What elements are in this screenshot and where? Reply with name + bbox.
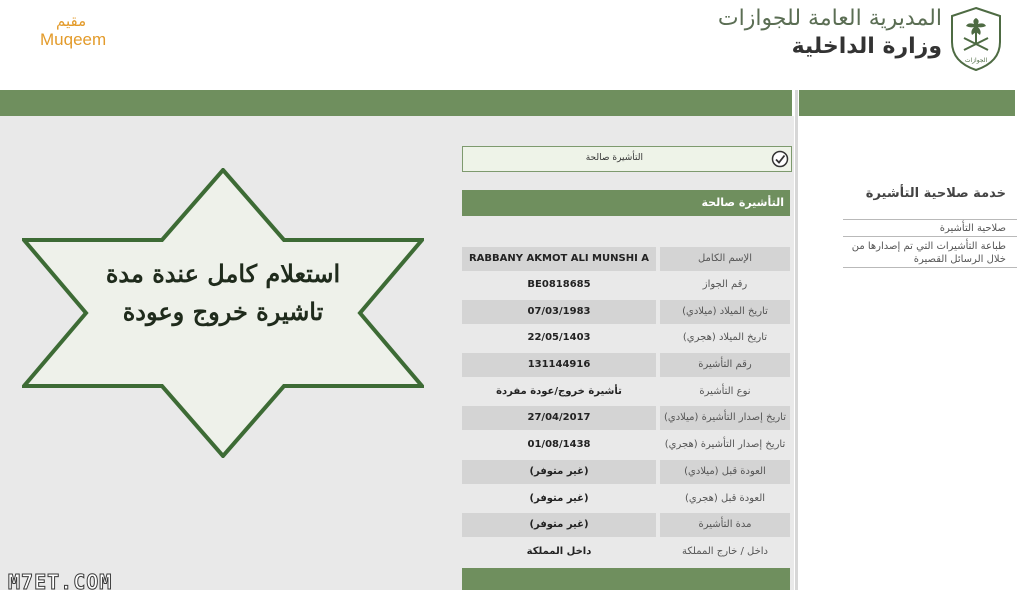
- sidebar-item-print-sms-visas[interactable]: طباعة التأشيرات التي تم إصدارها من خلال الرسائل القصيرة: [851, 241, 1006, 265]
- page-header: [0, 0, 1024, 90]
- row-label: الإسم الكامل: [660, 247, 790, 271]
- row-value: (غير متوفر): [462, 460, 656, 484]
- row-value: 01/08/1438: [527, 439, 591, 450]
- row-label: داخل / خارج المملكة: [682, 546, 768, 557]
- table-row: [462, 487, 790, 511]
- saudi-emblem-icon: [948, 6, 1004, 72]
- validity-status-text: التأشيرة صالحة: [585, 153, 643, 163]
- table-row: [462, 353, 790, 377]
- banner-line-2: تاشيرة خروج وعودة: [122, 297, 324, 326]
- section-header: [462, 190, 790, 216]
- banner-line-1: استعلام كامل عندة مدة: [105, 259, 341, 288]
- row-label: رقم التأشيرة: [660, 353, 790, 377]
- row-value: RABBANY AKMOT ALI MUNSHI A: [462, 247, 656, 271]
- row-value: (غير متوفر): [529, 493, 589, 504]
- row-value: 27/04/2017: [462, 406, 656, 430]
- row-value: BE0818685: [527, 279, 591, 290]
- row-label: نوع التأشيرة: [699, 386, 751, 397]
- row-label: مدة التأشيرة: [660, 513, 790, 537]
- table-row: [462, 326, 790, 350]
- table-row: [462, 406, 790, 430]
- table-row: [462, 513, 790, 537]
- org-name: المديرية العامة للجوازات: [717, 6, 942, 31]
- row-label: رقم الجواز: [702, 279, 748, 290]
- section-title: التأشيرة صالحة: [701, 196, 784, 209]
- table-row: [462, 460, 790, 484]
- sidebar-title: خدمة صلاحية التأشيرة: [865, 186, 1006, 201]
- row-value: داخل المملكة: [526, 546, 592, 557]
- site-watermark: M7ET.COM: [8, 570, 113, 594]
- ministry-name: وزارة الداخلية: [791, 34, 942, 59]
- row-value: (غير متوفر): [462, 513, 656, 537]
- sidebar-divider: [843, 236, 1017, 237]
- row-value: تأشيرة خروج/عودة مفردة: [496, 386, 622, 397]
- table-row: [462, 433, 790, 457]
- banner-text: [22, 255, 424, 331]
- row-label: تاريخ الميلاد (ميلادي): [660, 300, 790, 324]
- top-green-bar: [0, 90, 792, 116]
- row-label: تاريخ إصدار التأشيرة (ميلادي): [660, 406, 790, 430]
- table-row: [462, 540, 790, 564]
- row-label: تاريخ إصدار التأشيرة (هجري): [664, 439, 786, 450]
- table-row: [462, 380, 790, 404]
- muqeem-logo-ar: مقيم: [56, 12, 87, 30]
- table-row: [462, 300, 790, 324]
- column-divider: [795, 90, 798, 590]
- row-label: العودة قبل (ميلادي): [660, 460, 790, 484]
- muqeem-logo-en: Muqeem: [40, 30, 107, 49]
- row-value: 22/05/1403: [527, 332, 591, 343]
- row-value: 07/03/1983: [462, 300, 656, 324]
- table-row: [462, 247, 790, 271]
- sidebar-green-bar: [799, 90, 1015, 116]
- row-label: تاريخ الميلاد (هجري): [682, 332, 768, 343]
- sidebar-divider: [843, 219, 1017, 220]
- check-circle-icon: [771, 150, 789, 168]
- validity-status-box: [462, 146, 792, 172]
- row-label: العودة قبل (هجري): [684, 493, 766, 504]
- row-value: 131144916: [462, 353, 656, 377]
- table-row: [462, 273, 790, 297]
- table-footer-bar: [462, 568, 790, 590]
- sidebar-divider: [843, 267, 1017, 268]
- muqeem-logo[interactable]: [40, 12, 106, 50]
- emblem-caption: الجوازات: [964, 57, 988, 64]
- sidebar-item-visa-validity[interactable]: صلاحية التأشيرة: [939, 223, 1006, 234]
